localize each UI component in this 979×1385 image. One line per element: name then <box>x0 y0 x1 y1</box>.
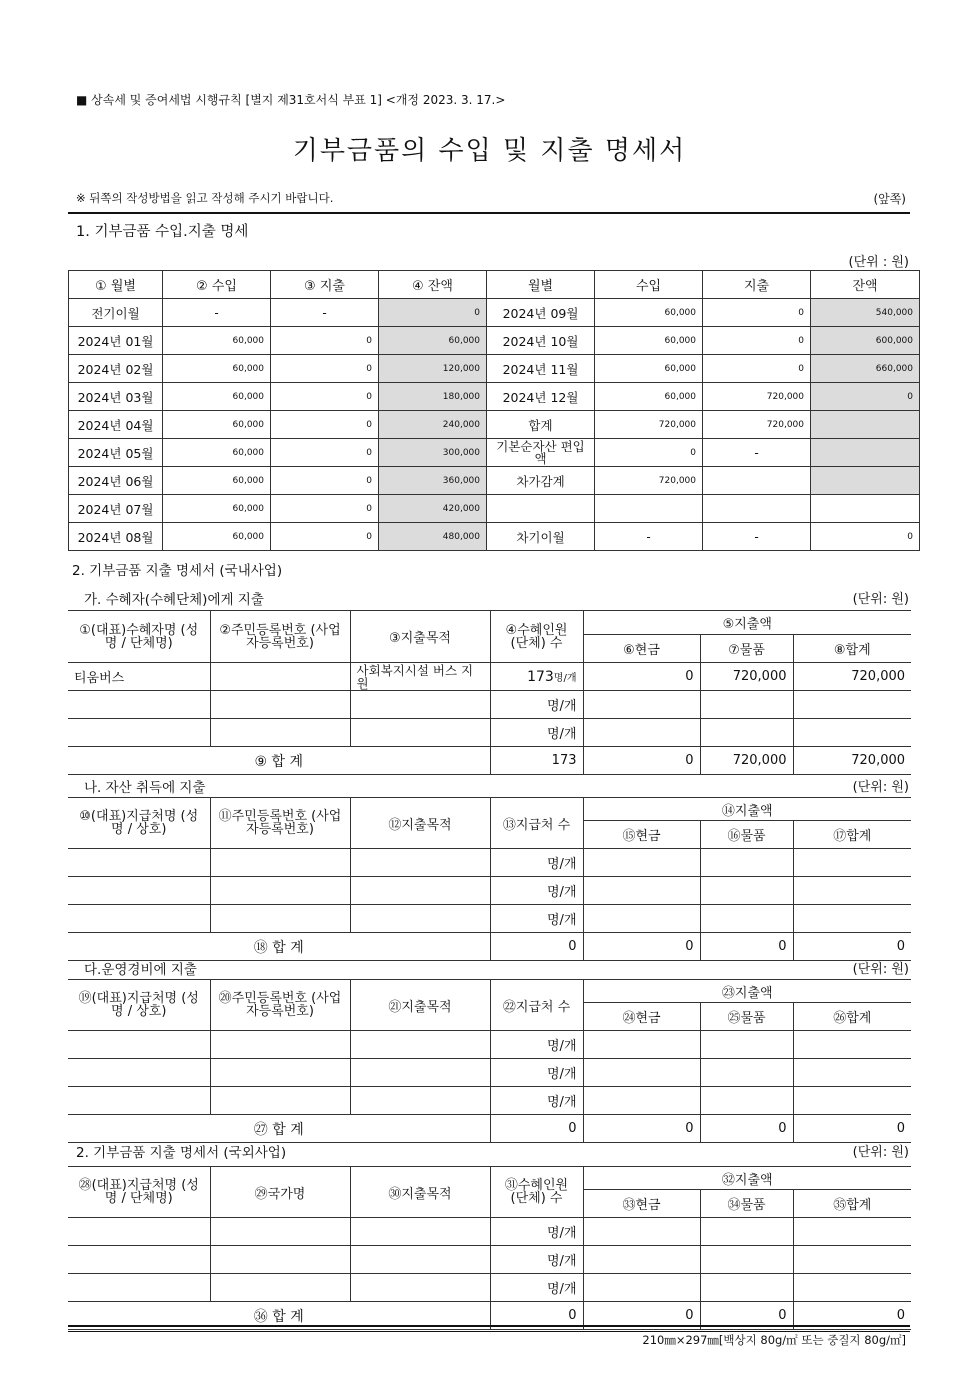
table-cell: 60,000 <box>163 495 271 523</box>
unit-cell: 명/개 <box>490 877 583 905</box>
table-cell: 240,000 <box>379 411 487 439</box>
table-cell <box>811 439 920 467</box>
registration-cell <box>210 663 350 691</box>
beneficiary-name-cell: 티움버스 <box>68 663 210 691</box>
table-cell: 60,000 <box>595 383 703 411</box>
section2a-title: 가. 수혜자(수혜단체)에게 지출 <box>84 592 264 608</box>
unit-cell: 명/개 <box>490 1059 583 1087</box>
table-cell: 60,000 <box>379 327 487 355</box>
table-row <box>69 411 920 439</box>
table-row <box>69 495 920 523</box>
col-purpose: ㉚지출목적 <box>350 1167 490 1218</box>
section1-title: 1. 기부금품 수입.지출 명세 <box>76 224 249 240</box>
table-cell: 60,000 <box>163 411 271 439</box>
section2c-unit: (단위: 원) <box>852 962 909 977</box>
table-cell: 0 <box>703 299 811 327</box>
table-cell: 300,000 <box>379 439 487 467</box>
table-row <box>69 439 920 467</box>
table-row <box>69 299 920 327</box>
total-goods: 0 <box>700 1302 793 1330</box>
col-expense: ㉓지출액 <box>583 980 911 1003</box>
table-cell <box>487 495 595 523</box>
unit-cell: 명/개 <box>490 905 583 933</box>
table-cell: 0 <box>271 383 379 411</box>
table-cell <box>811 467 920 495</box>
header-cell: ④ 잔액 <box>379 271 487 299</box>
table-cell: 0 <box>379 299 487 327</box>
table-cell: 0 <box>271 467 379 495</box>
table-cell: 합계 <box>487 411 595 439</box>
paper-spec: 210㎜×297㎜[백상지 80g/㎡ 또는 중질지 80g/㎡] <box>642 1333 906 1347</box>
table-cell: 420,000 <box>379 495 487 523</box>
table-row <box>69 523 920 551</box>
total-goods: 720,000 <box>700 747 793 775</box>
total-label: ⑱ 합 계 <box>68 933 490 961</box>
total-count: 0 <box>490 1302 583 1330</box>
total-cash: 0 <box>583 1115 700 1143</box>
header-cell: 지출 <box>703 271 811 299</box>
table-cell: 2024년 08월 <box>69 523 163 551</box>
table-cell: 2024년 09월 <box>487 299 595 327</box>
table-cell: 720,000 <box>703 383 811 411</box>
header-cell: ① 월별 <box>69 271 163 299</box>
table-cell: - <box>271 299 379 327</box>
side-label: (앞쪽) <box>873 192 906 206</box>
total-count: 173 <box>490 747 583 775</box>
table-cell: 0 <box>271 327 379 355</box>
header-cell: 월별 <box>487 271 595 299</box>
col-purpose: ③지출목적 <box>350 611 490 663</box>
total-label: ⑨ 합 계 <box>68 747 490 775</box>
col-cash: ⑮현금 <box>583 821 700 849</box>
table-cell: 180,000 <box>379 383 487 411</box>
table-cell <box>595 495 703 523</box>
count-cell: 173명/개 <box>490 663 583 691</box>
table-cell: 0 <box>703 355 811 383</box>
table-cell: 2024년 05월 <box>69 439 163 467</box>
table-cell: 0 <box>271 355 379 383</box>
goods-cell: 720,000 <box>700 663 793 691</box>
table-cell: 차가감계 <box>487 467 595 495</box>
col-total: ⑧합계 <box>793 635 911 663</box>
unit-cell: 명/개 <box>490 1246 583 1274</box>
section2b-title: 나. 자산 취득에 지출 <box>84 780 206 796</box>
table-cell: 720,000 <box>703 411 811 439</box>
beneficiary-table <box>68 610 911 775</box>
total-cash: 0 <box>583 933 700 961</box>
table-cell: 기본순자산 편입액 <box>487 439 595 467</box>
table-cell <box>811 495 920 523</box>
section3-title: 2. 기부금품 지출 명세서 (국외사업) <box>76 1145 287 1161</box>
table-cell: 480,000 <box>379 523 487 551</box>
table-cell: 0 <box>271 439 379 467</box>
instruction-note: ※ 뒤쪽의 작성방법을 읽고 작성해 주시기 바랍니다. <box>76 191 334 205</box>
form-reference: ■ 상속세 및 증여세법 시행규칙 [별지 제31호서식 부표 1] <개정 2023. 3. 17.> <box>76 93 506 107</box>
table-cell: 60,000 <box>163 467 271 495</box>
total-count: 0 <box>490 933 583 961</box>
table-cell: 2024년 04월 <box>69 411 163 439</box>
table-cell: 2024년 02월 <box>69 355 163 383</box>
header-cell: 수입 <box>595 271 703 299</box>
unit-cell: 명/개 <box>490 691 583 719</box>
table-cell: 60,000 <box>163 439 271 467</box>
table-cell: 2024년 12월 <box>487 383 595 411</box>
overseas-table <box>68 1166 911 1330</box>
table-cell: - <box>163 299 271 327</box>
col-goods: ㉕물품 <box>700 1003 793 1031</box>
unit-cell: 명/개 <box>490 1087 583 1115</box>
section2-title: 2. 기부금품 지출 명세서 (국내사업) <box>72 563 283 579</box>
col-purpose: ⑫지출목적 <box>350 798 490 849</box>
table-cell: - <box>595 523 703 551</box>
total-goods: 0 <box>700 1115 793 1143</box>
table-cell: 540,000 <box>811 299 920 327</box>
section1-unit: (단위 : 원) <box>848 255 909 270</box>
table-cell: 60,000 <box>163 523 271 551</box>
total-sum: 0 <box>793 933 911 961</box>
table-cell: 60,000 <box>595 299 703 327</box>
section2b-unit: (단위: 원) <box>852 780 909 795</box>
col-total: ㉖합계 <box>793 1003 911 1031</box>
unit-cell: 명/개 <box>490 1031 583 1059</box>
total-count: 0 <box>490 1115 583 1143</box>
header-cell: ② 수입 <box>163 271 271 299</box>
table-cell: 0 <box>811 383 920 411</box>
col-payee-name: ⑲(대표)지급처명 (성명 / 상호) <box>68 980 210 1031</box>
total-sum: 0 <box>793 1302 911 1330</box>
col-goods: ⑦물품 <box>700 635 793 663</box>
col-total: ⑰합계 <box>793 821 911 849</box>
purpose-cell: 사회복지시설 버스 지원 <box>350 663 490 691</box>
total-cash: 0 <box>583 1302 700 1330</box>
table-cell: 0 <box>271 495 379 523</box>
table-cell: 0 <box>811 523 920 551</box>
col-cash: ㉔현금 <box>583 1003 700 1031</box>
table-cell: 720,000 <box>595 467 703 495</box>
col-registration-no: ⑳주민등록번호 (사업자등록번호) <box>210 980 350 1031</box>
table-cell: 2024년 10월 <box>487 327 595 355</box>
table-cell: - <box>703 523 811 551</box>
asset-acquisition-table <box>68 797 911 961</box>
col-payee-name: ㉘(대표)지급처명 (성명 / 단체명) <box>68 1167 210 1218</box>
operating-expense-table <box>68 979 911 1143</box>
total-label: ㊱ 합 계 <box>68 1302 490 1330</box>
table-row <box>69 467 920 495</box>
col-goods: ⑯물품 <box>700 821 793 849</box>
income-expense-table <box>68 270 920 551</box>
table-cell: 0 <box>271 411 379 439</box>
header-cell: ③ 지출 <box>271 271 379 299</box>
table-cell: 차기이월 <box>487 523 595 551</box>
col-registration-no: ⑪주민등록번호 (사업자등록번호) <box>210 798 350 849</box>
col-payee-count: ⑬지급처 수 <box>490 798 583 849</box>
section2c-title: 다.운영경비에 지출 <box>84 962 197 978</box>
col-cash: ㉝현금 <box>583 1190 700 1218</box>
col-purpose: ㉑지출목적 <box>350 980 490 1031</box>
col-expense: ⑤지출액 <box>583 611 911 635</box>
table-cell: 60,000 <box>163 383 271 411</box>
table-cell <box>703 495 811 523</box>
bottom-rule <box>68 1325 910 1332</box>
section2a-unit: (단위: 원) <box>852 592 909 607</box>
total-sum: 720,000 <box>793 747 911 775</box>
col-registration-no: ②주민등록번호 (사업자등록번호) <box>210 611 350 663</box>
page-title: 기부금품의 수입 및 지출 명세서 <box>292 136 687 166</box>
total-label: ㉗ 합 계 <box>68 1115 490 1143</box>
table-cell: 660,000 <box>811 355 920 383</box>
total-goods: 0 <box>700 933 793 961</box>
col-expense: ㉜지출액 <box>583 1167 911 1190</box>
col-payee-count: ㉒지급처 수 <box>490 980 583 1031</box>
col-expense: ⑭지출액 <box>583 798 911 821</box>
section3-unit: (단위: 원) <box>852 1145 909 1160</box>
table-row <box>69 355 920 383</box>
col-beneficiary-count: ④수혜인원 (단체) 수 <box>490 611 583 663</box>
table-cell: 360,000 <box>379 467 487 495</box>
table-cell: 0 <box>595 439 703 467</box>
total-sum: 0 <box>793 1115 911 1143</box>
col-country: ㉙국가명 <box>210 1167 350 1218</box>
table-cell: 2024년 11월 <box>487 355 595 383</box>
unit-cell: 명/개 <box>490 1218 583 1246</box>
table-cell: 2024년 03월 <box>69 383 163 411</box>
header-cell: 잔액 <box>811 271 920 299</box>
col-total: ㉟합계 <box>793 1190 911 1218</box>
unit-cell: 명/개 <box>490 849 583 877</box>
total-cash: 0 <box>583 747 700 775</box>
table-cell: 0 <box>271 523 379 551</box>
table-cell: - <box>703 439 811 467</box>
table-cell: 0 <box>703 327 811 355</box>
table-cell: 120,000 <box>379 355 487 383</box>
col-beneficiary-name: ①(대표)수혜자명 (성명 / 단체명) <box>68 611 210 663</box>
table-cell: 2024년 01월 <box>69 327 163 355</box>
table-cell: 60,000 <box>595 327 703 355</box>
table-cell: 전기이월 <box>69 299 163 327</box>
cash-cell: 0 <box>583 663 700 691</box>
table-cell <box>811 411 920 439</box>
col-beneficiary-count: ㉛수혜인원 (단체) 수 <box>490 1167 583 1218</box>
divider <box>68 212 910 214</box>
unit-cell: 명/개 <box>490 1274 583 1302</box>
table-cell: 2024년 07월 <box>69 495 163 523</box>
table-cell: 60,000 <box>163 327 271 355</box>
table-cell: 720,000 <box>595 411 703 439</box>
table-cell: 600,000 <box>811 327 920 355</box>
table-row <box>69 327 920 355</box>
col-payee-name: ⑩(대표)지급처명 (성명 / 상호) <box>68 798 210 849</box>
table-cell: 2024년 06월 <box>69 467 163 495</box>
table-cell: 60,000 <box>595 355 703 383</box>
col-goods: ㉞물품 <box>700 1190 793 1218</box>
total-cell: 720,000 <box>793 663 911 691</box>
col-cash: ⑥현금 <box>583 635 700 663</box>
table-cell <box>703 467 811 495</box>
unit-cell: 명/개 <box>490 719 583 747</box>
table-cell: 60,000 <box>163 355 271 383</box>
table-row <box>69 383 920 411</box>
